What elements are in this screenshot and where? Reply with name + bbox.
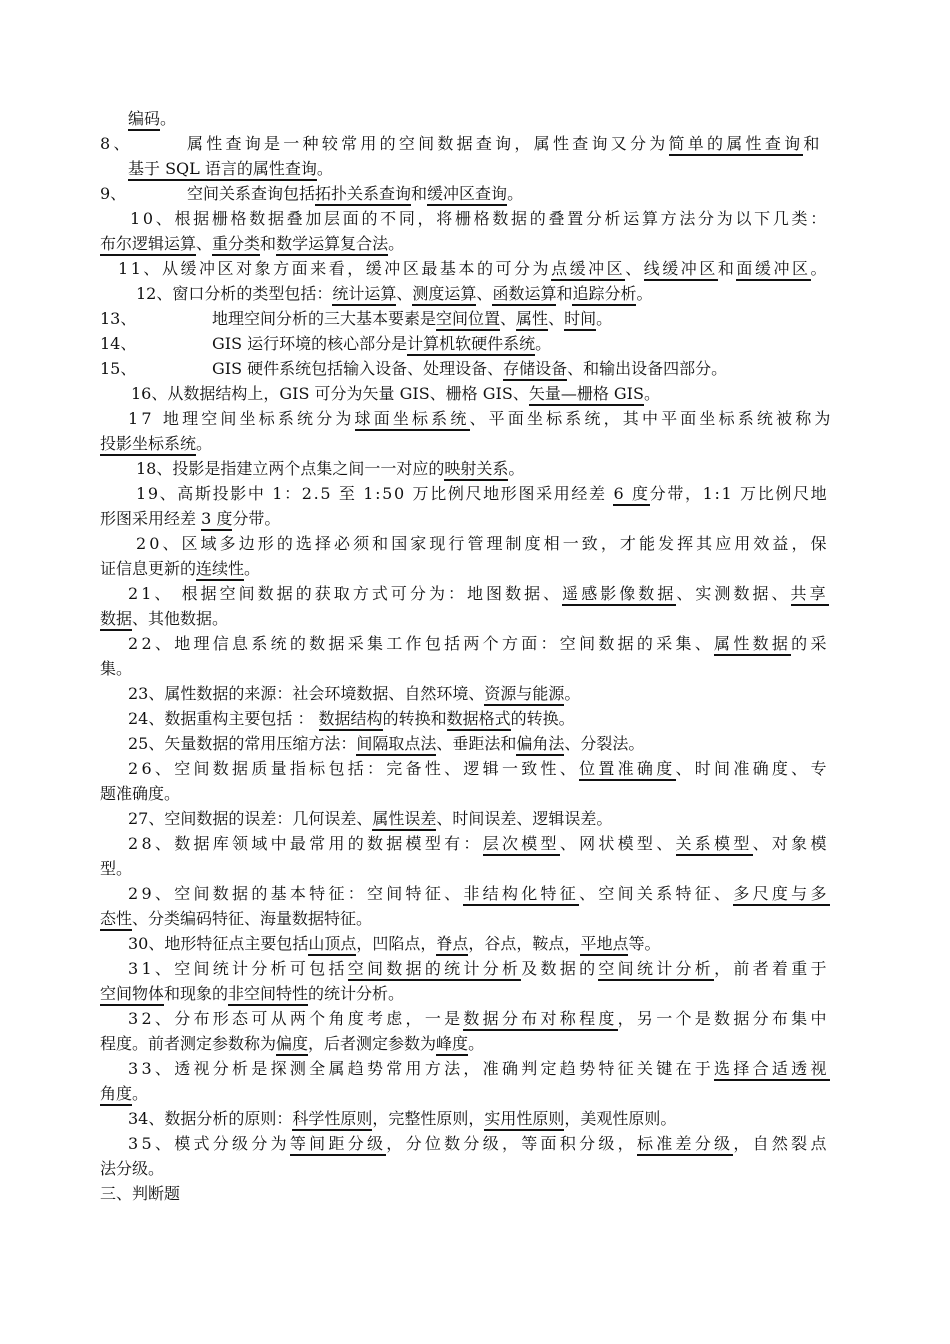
text-line: [128, 634, 830, 654]
underlined-answer: 层次模型: [483, 834, 560, 856]
text-line: [128, 884, 830, 904]
text-segment: 30、地形特征点主要包括: [128, 934, 309, 953]
underlined-answer: 连续性: [196, 559, 244, 581]
underlined-answer: 脊点: [436, 934, 468, 956]
text-segment: 33、透视分析是探测全属趋势常用方法，准确判定趋势特征关键在于: [128, 1059, 715, 1078]
text-segment: 程度。前者测定参数称为: [100, 1034, 277, 1053]
underlined-answer: 关系模型: [676, 834, 753, 856]
underlined-answer: 非空间特性: [228, 984, 308, 1006]
text-segment: 等。: [628, 934, 661, 953]
text-segment: 34、数据分析的原则：: [128, 1109, 293, 1128]
text-segment: 、对象模: [752, 834, 830, 853]
underlined-answer: 线缓冲区: [644, 259, 718, 281]
text-line: [100, 1084, 148, 1104]
underlined-answer: 基于 SQL 语言的属性查询: [128, 159, 317, 181]
text-line: [128, 584, 829, 604]
underlined-answer: 布尔逻辑运算: [100, 234, 196, 256]
text-line: [100, 509, 280, 529]
text-segment: 23、属性数据的来源：社会环境数据、自然环境、: [128, 684, 485, 703]
text-segment: 24、数据重构主要包括 ：: [128, 709, 319, 728]
text-segment: 、: [396, 284, 413, 303]
text-segment: 、网状模型、: [559, 834, 676, 853]
underlined-answer: 计算机软硬件系统: [407, 334, 535, 356]
underlined-answer: 测度运算: [412, 284, 476, 306]
text-segment: ，谷点，鞍点，: [468, 934, 581, 953]
underlined-answer: 时间: [564, 309, 596, 331]
underlined-answer: 多尺度与多: [733, 884, 829, 906]
text-segment: 法分级。: [100, 1159, 165, 1178]
underlined-answer: 角度: [100, 1084, 132, 1106]
text-segment: 26、空间数据质量指标包括：完备性、逻辑一致性、: [128, 759, 580, 778]
text-line: [100, 909, 372, 929]
underlined-answer: 简单的属性查询: [669, 134, 804, 156]
text-segment: 。: [316, 159, 333, 178]
underlined-answer: 遥感影像数据: [562, 584, 676, 606]
text-line: [128, 759, 830, 779]
text-segment: 、时间准确度、专: [675, 759, 830, 778]
underlined-answer: 6 度: [613, 484, 649, 506]
text-segment: 、实测数据、: [676, 584, 791, 603]
text-segment: 和现象的: [164, 984, 229, 1003]
text-segment: 的采: [791, 634, 830, 653]
text-segment: 、时间误差、逻辑误差。: [436, 809, 613, 828]
text-segment: 22、地理信息系统的数据采集工作包括两个方面：空间数据的采集、: [128, 634, 715, 653]
underlined-answer: 缓冲区查询: [427, 184, 507, 206]
text-segment: 地理空间分析的三大基本要素是: [212, 309, 437, 328]
text-line: [128, 159, 333, 179]
text-line: [100, 309, 613, 329]
text-line: [100, 434, 212, 454]
text-line: [128, 709, 575, 729]
text-line: [100, 134, 823, 154]
text-segment: 21、 根据空间数据的获取方式可分为：地图数据、: [128, 584, 563, 603]
underlined-answer: 数据分布对称程度: [463, 1009, 617, 1031]
text-segment: GIS 硬件系统包括输入设备、处理设备、: [212, 359, 504, 378]
text-segment: 分带，1:1 万比例尺地: [649, 484, 829, 503]
text-segment: 型。: [100, 859, 133, 878]
text-segment: 29、空间数据的基本特征：空间特征、: [128, 884, 464, 903]
text-line: [100, 1184, 180, 1204]
text-segment: 35、模式分级分为: [128, 1134, 290, 1153]
text-line: [100, 859, 132, 879]
text-segment: 15、: [100, 359, 137, 378]
underlined-answer: 间隔取点法: [356, 734, 436, 756]
text-line: [100, 984, 404, 1004]
text-segment: 、分类编码特征、海量数据特征。: [132, 909, 373, 928]
text-segment: ，前者着重于: [714, 959, 830, 978]
text-line: [128, 959, 830, 979]
text-segment: 的转换和: [382, 709, 447, 728]
underlined-answer: 属性数据: [714, 634, 791, 656]
text-line: [128, 1009, 830, 1029]
text-segment: 。: [196, 434, 213, 453]
text-line: [100, 559, 260, 579]
underlined-answer: 球面坐标系统: [355, 409, 470, 431]
text-segment: 。: [810, 259, 830, 278]
text-segment: 、其他数据。: [132, 609, 229, 628]
underlined-answer: 编码: [128, 109, 160, 131]
text-segment: 、和输出设备四部分。: [567, 359, 728, 378]
underlined-answer: 峰度: [436, 1034, 468, 1056]
text-segment: 。: [468, 1034, 485, 1053]
text-segment: 。: [507, 184, 524, 203]
text-segment: 的统计分析。: [308, 984, 405, 1003]
text-segment: 和: [556, 284, 573, 303]
underlined-answer: 拓扑关系查询: [315, 184, 411, 206]
text-line: [136, 484, 828, 504]
underlined-answer: 数据结构: [319, 709, 383, 731]
underlined-answer: 资源与能源: [484, 684, 564, 706]
text-segment: 。: [564, 684, 581, 703]
line-body: [187, 134, 823, 154]
text-segment: 9、: [100, 184, 127, 203]
underlined-answer: 3 度: [201, 509, 232, 531]
underlined-answer: 追踪分析: [572, 284, 636, 306]
text-segment: 、空间关系特征、: [579, 884, 734, 903]
text-segment: ，完整性原则，: [372, 1109, 485, 1128]
underlined-answer: 选择合适透视: [714, 1059, 830, 1081]
text-segment: 19、高斯投影中 1：2.5 至 1:50 万比例尺地形图采用经差: [136, 484, 614, 503]
text-segment: ，另一个是数据分布集中: [617, 1009, 830, 1028]
text-segment: ，自然裂点: [733, 1134, 830, 1153]
text-line: [128, 684, 580, 704]
text-segment: 、平面坐标系统，其中平面坐标系统被称为: [469, 409, 834, 428]
line-body: [212, 334, 551, 354]
underlined-answer: 标准差分级: [637, 1134, 733, 1156]
text-line: [136, 459, 524, 479]
underlined-answer: 统计运算: [332, 284, 396, 306]
underlined-answer: 非结构化特征: [463, 884, 579, 906]
line-body: [212, 309, 612, 329]
underlined-answer: 空间统计分析: [598, 959, 714, 981]
underlined-answer: 矢量—栅格 GIS: [529, 384, 644, 406]
underlined-answer: 存储设备: [503, 359, 567, 381]
underlined-answer: 山顶点: [308, 934, 356, 956]
text-segment: 17 地理空间坐标系统分为: [128, 409, 355, 428]
underlined-answer: 平地点: [580, 934, 628, 956]
text-segment: 27、空间数据的误差：几何误差、: [128, 809, 373, 828]
text-line: [128, 1059, 830, 1079]
underlined-answer: 重分类: [212, 234, 260, 256]
underlined-answer: 函数运算: [492, 284, 556, 306]
text-line: [118, 259, 829, 279]
text-segment: 和: [260, 234, 277, 253]
text-line: [136, 284, 653, 304]
text-line: [136, 534, 830, 554]
text-segment: GIS 运行环境的核心部分是: [212, 334, 408, 353]
text-segment: 和: [717, 259, 737, 278]
line-body: [187, 184, 523, 204]
underlined-answer: 空间数据的统计分析: [348, 959, 522, 981]
underlined-answer: 实用性原则: [484, 1109, 564, 1131]
text-segment: 。: [596, 309, 613, 328]
underlined-answer: 数据格式: [447, 709, 511, 731]
text-segment: 、: [548, 309, 565, 328]
text-line: [100, 359, 728, 379]
text-line: [100, 334, 552, 354]
text-segment: 、: [500, 309, 517, 328]
text-line: [131, 384, 660, 404]
text-segment: 集。: [100, 659, 133, 678]
text-segment: 。: [132, 1084, 149, 1103]
text-segment: 。: [508, 459, 525, 478]
text-segment: 10、根据栅格数据叠加层面的不同，将栅格数据的叠置分析运算方法分为以下几类：: [130, 209, 829, 228]
underlined-answer: 映射关系: [444, 459, 508, 481]
text-segment: 空间关系查询包括: [187, 184, 316, 203]
text-segment: 。: [643, 384, 660, 403]
text-segment: 。: [636, 284, 653, 303]
text-segment: 。: [244, 559, 261, 578]
text-line: [100, 184, 524, 204]
underlined-answer: 属性误差: [372, 809, 436, 831]
text-segment: 28、数据库领域中最常用的数据模型有：: [128, 834, 483, 853]
text-line: [100, 234, 404, 254]
underlined-answer: 态性: [100, 909, 132, 931]
underlined-answer: 数据: [100, 609, 132, 631]
text-segment: ，分位数分级，等面积分级，: [386, 1134, 637, 1153]
text-segment: 属性查询是一种较常用的空间数据查询，属性查询又分为: [187, 134, 669, 153]
text-line: [128, 834, 830, 854]
line-body: [212, 359, 727, 379]
text-line: [128, 1109, 676, 1129]
text-segment: 、: [625, 259, 644, 278]
text-segment: 证信息更新的: [100, 559, 197, 578]
text-segment: 14、: [100, 334, 137, 353]
underlined-answer: 共享: [791, 584, 829, 606]
underlined-answer: 空间位置: [436, 309, 500, 331]
text-segment: 、垂距法和: [436, 734, 517, 753]
text-segment: 12、窗口分析的类型包括：: [136, 284, 333, 303]
text-segment: 及数据的: [521, 959, 599, 978]
text-line: [128, 409, 834, 429]
underlined-answer: 点缓冲区: [551, 259, 625, 281]
underlined-answer: 偏度: [276, 1034, 308, 1056]
text-segment: 。: [160, 109, 177, 128]
text-line: [100, 659, 132, 679]
text-segment: 25、矢量数据的常用压缩方法：: [128, 734, 357, 753]
text-line: [130, 209, 829, 229]
underlined-answer: 投影坐标系统: [100, 434, 196, 456]
underlined-answer: 科学性原则: [292, 1109, 372, 1131]
text-line: [100, 1159, 164, 1179]
text-segment: 分带。: [232, 509, 281, 528]
text-segment: 、: [196, 234, 213, 253]
text-line: [128, 1134, 830, 1154]
text-segment: 8、: [100, 134, 133, 153]
text-segment: 16、从数据结构上，GIS 可分为矢量 GIS、栅格 GIS、: [131, 384, 529, 403]
text-line: [128, 934, 660, 954]
underlined-answer: 等间距分级: [290, 1134, 386, 1156]
text-segment: 题准确度。: [100, 784, 181, 803]
underlined-answer: 属性: [516, 309, 548, 331]
text-segment: 和: [411, 184, 428, 203]
text-segment: 31、空间统计分析可包括: [128, 959, 348, 978]
text-segment: ，后者测定参数为: [308, 1034, 437, 1053]
text-line: [128, 734, 644, 754]
text-line: [128, 809, 612, 829]
text-segment: 、: [476, 284, 493, 303]
text-segment: 32、分布形态可从两个角度考虑，一是: [128, 1009, 464, 1028]
text-segment: 11、从缓冲区对象方面来看，缓冲区最基本的可分为: [118, 259, 552, 278]
text-segment: 形图采用经差: [100, 509, 202, 528]
text-segment: 三、判断题: [100, 1184, 181, 1203]
text-segment: 18、投影是指建立两个点集之间一一对应的: [136, 459, 445, 478]
text-segment: 和: [803, 134, 823, 153]
underlined-answer: 空间物体: [100, 984, 164, 1006]
text-segment: 。: [535, 334, 552, 353]
text-segment: 20、区域多边形的选择必须和国家现行管理制度相一致，才能发挥其应用效益，保: [136, 534, 830, 553]
underlined-answer: 位置准确度: [579, 759, 675, 781]
text-line: [128, 109, 176, 129]
underlined-answer: 偏角法: [516, 734, 564, 756]
text-line: [100, 1034, 484, 1054]
text-segment: 13、: [100, 309, 137, 328]
text-segment: 、分裂法。: [564, 734, 645, 753]
text-line: [100, 609, 228, 629]
text-segment: ，美观性原则。: [564, 1109, 677, 1128]
text-segment: 。: [388, 234, 405, 253]
text-segment: 的转换。: [510, 709, 575, 728]
underlined-answer: 数学运算复合法: [276, 234, 388, 256]
text-line: [100, 784, 180, 804]
text-segment: ，凹陷点，: [356, 934, 437, 953]
underlined-answer: 面缓冲区: [736, 259, 810, 281]
